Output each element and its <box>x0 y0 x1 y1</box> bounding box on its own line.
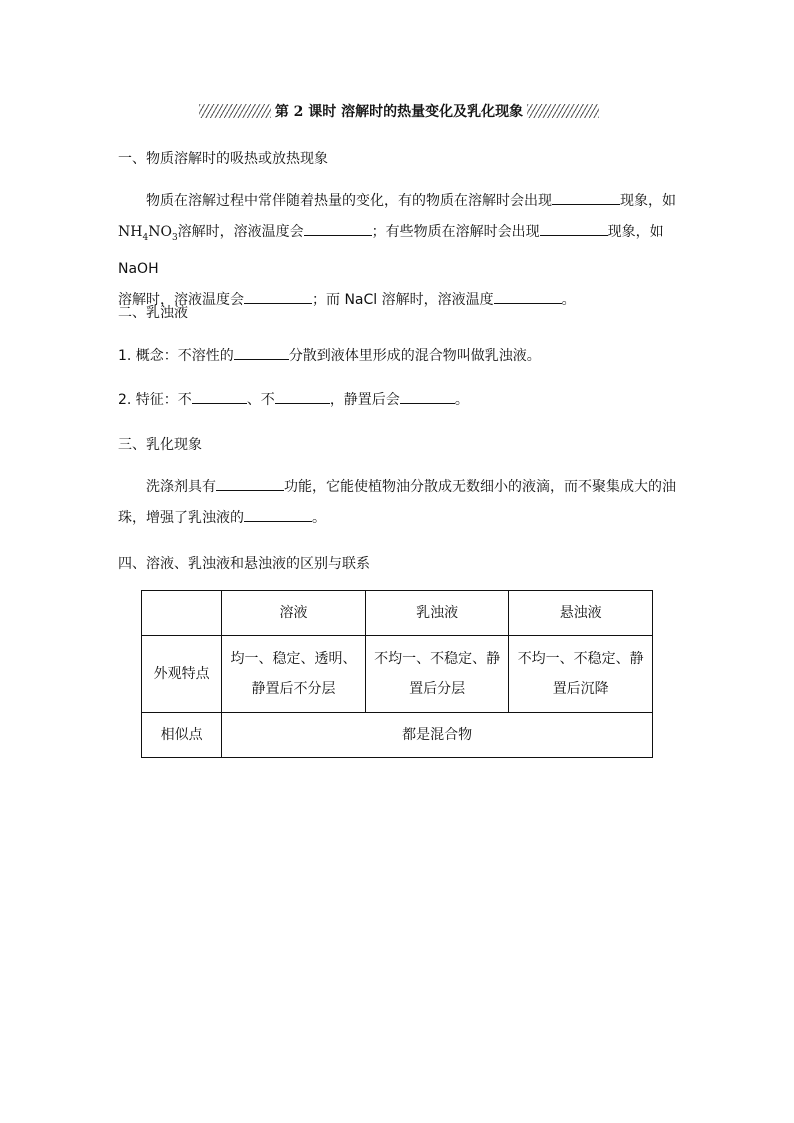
table-header-cell <box>142 591 222 636</box>
table-header-cell: 悬浊液 <box>509 591 653 636</box>
section3-line2: 珠，增强了乳浊液的 。 <box>118 503 678 534</box>
section1-line2: $NH_4NO_3$溶解时，溶液温度会 ；有些物质在溶解时会出现 现象，如NaOH <box>118 217 678 285</box>
title-hatch-right <box>527 104 599 118</box>
section3-line1: 洗涤剂具有 功能，它能使植物油分散成无数细小的液滴，而不聚集成大的油 <box>118 472 678 503</box>
table-row <box>142 636 653 713</box>
table-row-label: 相似点 <box>142 713 222 758</box>
section1-line3: 溶解时，溶液温度会 ；而 NaCl 溶解时，溶液温度 。 <box>118 285 678 316</box>
table-row <box>142 713 653 758</box>
table-cell-merged: 都是混合物 <box>222 713 653 758</box>
table-header-row <box>142 591 653 636</box>
blank <box>244 289 312 304</box>
table-cell: 不均一、不稳定、静 置后沉降 <box>509 636 653 713</box>
title-hatch-left <box>199 104 271 118</box>
table-cell: 不均一、不稳定、静 置后分层 <box>365 636 509 713</box>
blank <box>494 289 562 304</box>
title-row <box>194 100 604 122</box>
blank <box>244 507 312 522</box>
section3-heading: 三、乳化现象 <box>118 437 202 453</box>
section4-heading: 四、溶液、乳浊液和悬浊液的区别与联系 <box>118 556 370 572</box>
blank <box>216 476 284 491</box>
blank <box>234 345 289 360</box>
table-header-cell: 溶液 <box>222 591 366 636</box>
section1-heading: 一、物质溶解时的吸热或放热现象 <box>118 151 328 167</box>
blank <box>540 221 608 236</box>
section2-item1: 1. 概念：不溶性的 分散到液体里形成的混合物叫做乳浊液。 <box>118 345 541 365</box>
table-row-label: 外观特点 <box>142 636 222 713</box>
section1-paragraph <box>118 186 678 316</box>
section1-line1: 物质在溶解过程中常伴随着热量的变化，有的物质在溶解时会出现 现象，如 <box>118 186 678 217</box>
blank <box>552 190 620 205</box>
blank <box>192 389 247 404</box>
page-title: 第 2 课时 溶解时的热量变化及乳化现象 <box>274 104 524 120</box>
table-header-cell: 乳浊液 <box>365 591 509 636</box>
blank <box>400 389 455 404</box>
section2-heading: 二、乳浊液 <box>118 305 188 321</box>
blank <box>304 221 372 236</box>
section3-paragraph <box>118 472 678 534</box>
blank <box>275 389 330 404</box>
table-cell: 均一、稳定、透明、 静置后不分层 <box>222 636 366 713</box>
section2-item2: 2. 特征：不 、不 ，静置后会 。 <box>118 389 469 409</box>
comparison-table <box>141 590 653 758</box>
